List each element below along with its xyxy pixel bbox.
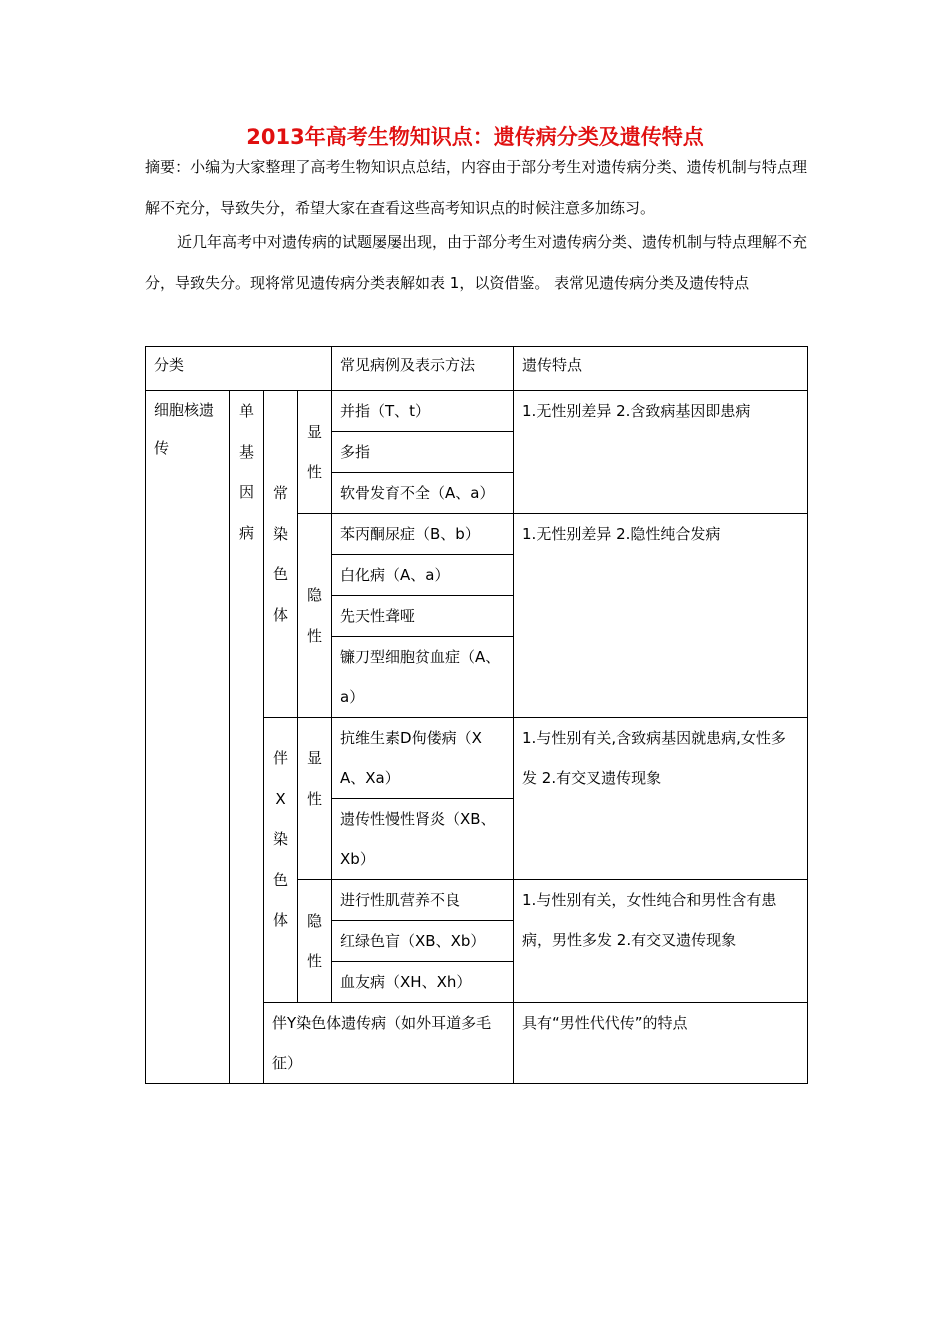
genetic-disease-table — [145, 346, 808, 1084]
feature-cell: 1.与性别有关,含致病基因就患病,女性多发 2.有交叉遗传现象 — [514, 718, 808, 880]
table-row — [146, 391, 808, 432]
document-title: 2013年高考生物知识点：遗传病分类及遗传特点 — [246, 125, 704, 149]
disease-cell-y-linked: 伴Y染色体遗传病（如外耳道多毛征） — [264, 1003, 514, 1084]
abstract-paragraph: 摘要：小编为大家整理了高考生物知识点总结，内容由于部分考生对遗传病分类、遗传机制与特点理解不充分，导致失分，希望大家在查看这些高考知识点的时候注意多加练习。 — [145, 158, 807, 217]
disease-cell: 多指 — [332, 432, 514, 473]
vertical-text: 单 — [238, 402, 254, 420]
feature-cell: 具有“男性代代传”的特点 — [514, 1003, 808, 1084]
disease-cell: 并指（T、t） — [332, 391, 514, 432]
category-recessive: 隐 性 — [298, 880, 332, 1003]
feature-cell: 1.与性别有关，女性纯合和男性含有患病，男性多发 2.有交叉遗传现象 — [514, 880, 808, 1003]
intro-paragraph: 近几年高考中对遗传病的试题屡屡出现，由于部分考生对遗传病分类、遗传机制与特点理解不充分，导致失分。现将常见遗传病分类表解如表 1，以资借鉴。 表常见遗传病分类及遗传特点 — [145, 233, 808, 292]
header-examples: 常见病例及表示方法 — [332, 347, 514, 391]
disease-cell: 苯丙酮尿症（B、b） — [332, 514, 514, 555]
category-nuclear: 细胞核遗传 — [146, 391, 230, 1084]
category-autosomal: 常 染 色 体 — [264, 391, 298, 718]
disease-cell: 遗传性慢性肾炎（XB、Xb） — [332, 799, 514, 880]
category-single-gene: 单 基 因 病 — [230, 391, 264, 1084]
disease-cell: 先天性聋哑 — [332, 596, 514, 637]
disease-cell: 抗维生素D佝偻病（XA、Xa） — [332, 718, 514, 799]
disease-cell: 血友病（XH、Xh） — [332, 962, 514, 1003]
category-x-linked: 伴 X 染 色 体 — [264, 718, 298, 1003]
disease-cell: 白化病（A、a） — [332, 555, 514, 596]
disease-cell: 镰刀型细胞贫血症（A、a） — [332, 637, 514, 718]
feature-cell: 1.无性别差异 2.含致病基因即患病 — [514, 391, 808, 514]
disease-cell: 软骨发育不全（A、a） — [332, 473, 514, 514]
category-dominant: 显 性 — [298, 391, 332, 514]
disease-cell: 红绿色盲（XB、Xb） — [332, 921, 514, 962]
category-dominant: 显 性 — [298, 718, 332, 880]
table-header-row — [146, 347, 808, 391]
header-features: 遗传特点 — [514, 347, 808, 391]
disease-cell: 进行性肌营养不良 — [332, 880, 514, 921]
feature-cell: 1.无性别差异 2.隐性纯合发病 — [514, 514, 808, 718]
category-recessive: 隐 性 — [298, 514, 332, 718]
header-category: 分类 — [146, 347, 332, 391]
